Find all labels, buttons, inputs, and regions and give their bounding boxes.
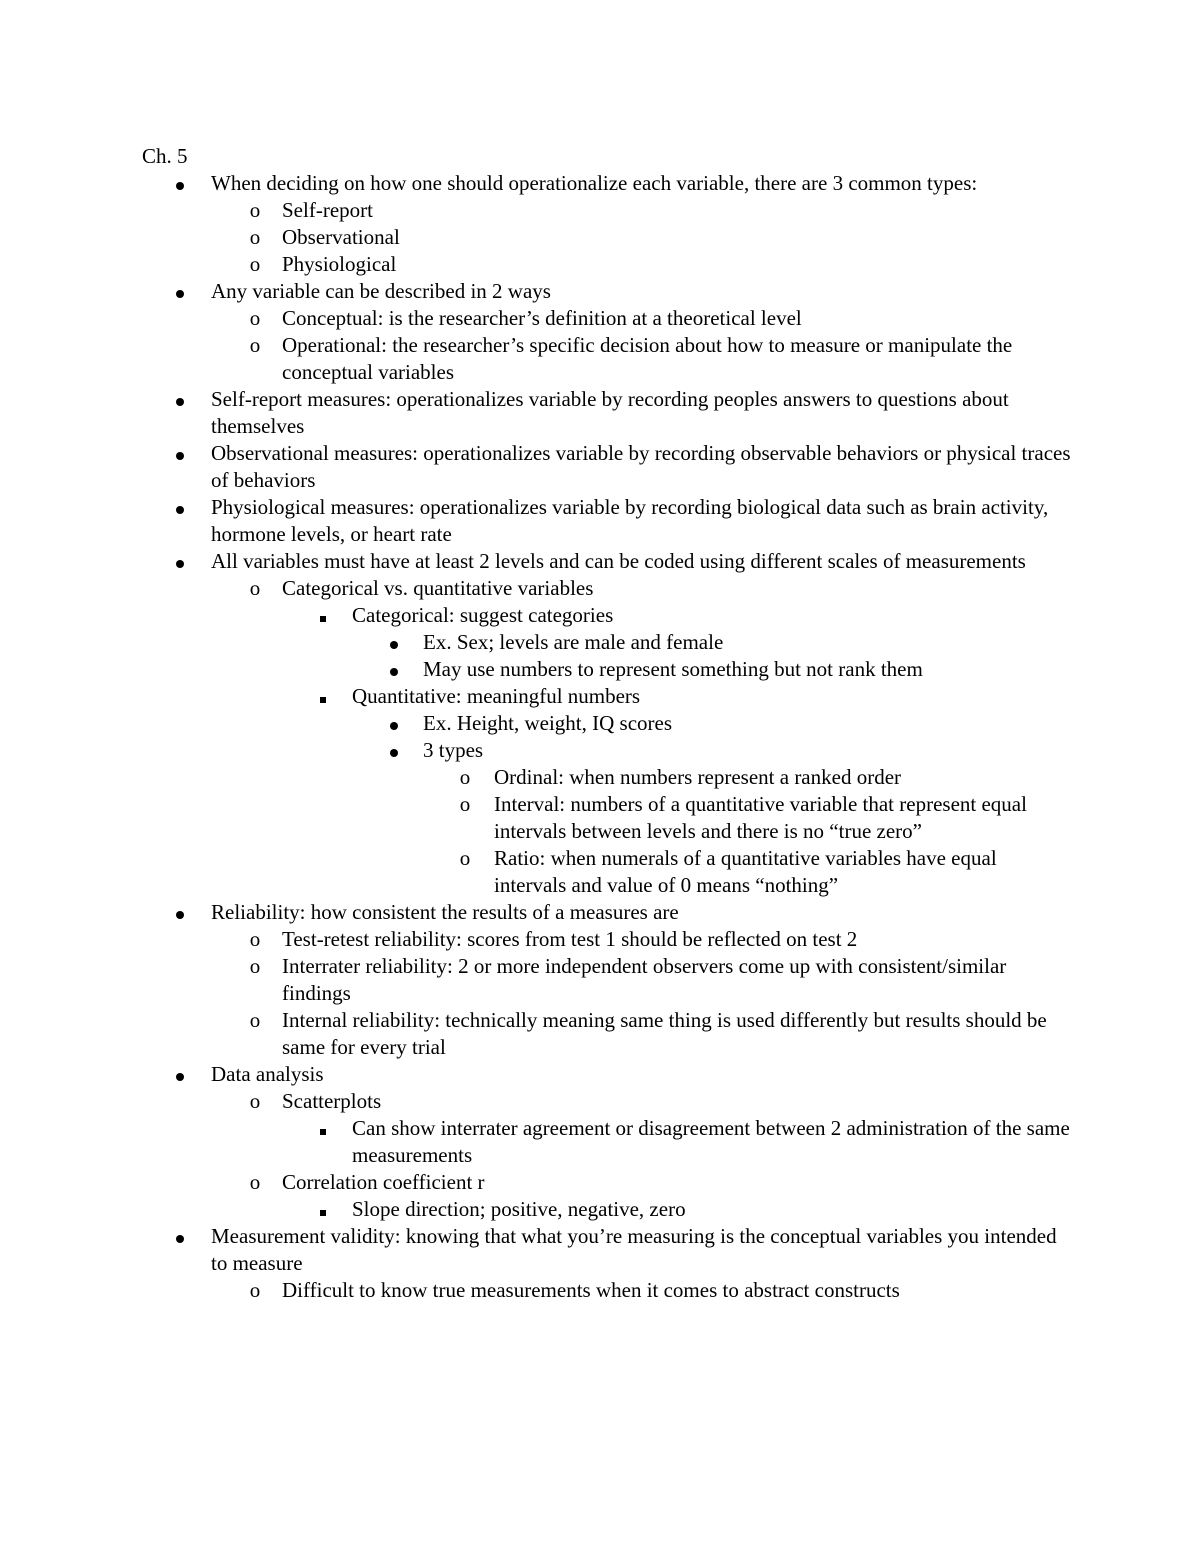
list-item-text: Reliability: how consistent the results of a measures are bbox=[211, 900, 679, 924]
list-item-text: Conceptual: is the researcher’s definition at a theoretical level bbox=[282, 306, 802, 330]
list-item-level-3 bbox=[0, 1115, 1200, 1169]
bullet-icon bbox=[313, 602, 333, 629]
bullet-icon: o bbox=[249, 576, 261, 600]
list-item-text: Data analysis bbox=[211, 1062, 324, 1086]
notes-list bbox=[0, 170, 1200, 1304]
list-item-text: Physiological bbox=[282, 252, 397, 276]
bullet-icon: o bbox=[249, 225, 261, 249]
bullet-icon bbox=[170, 1061, 190, 1088]
list-item-text: Any variable can be described in 2 ways bbox=[211, 279, 551, 303]
list-item-text: Observational bbox=[282, 225, 400, 249]
list-item-level-2 bbox=[0, 953, 1200, 1007]
list-item-text: Scatterplots bbox=[282, 1089, 382, 1113]
list-item-level-2 bbox=[0, 575, 1200, 602]
list-item-text: Can show interrater agreement or disagreement between 2 administration of the same measurements bbox=[352, 1116, 1070, 1167]
list-item-text: 3 types bbox=[423, 738, 484, 762]
list-item-level-5 bbox=[0, 764, 1200, 791]
list-item-text: Test-retest reliability: scores from test 1 should be reflected on test 2 bbox=[282, 927, 858, 951]
bullet-icon bbox=[170, 278, 190, 305]
list-item-level-1 bbox=[0, 1223, 1200, 1277]
list-item-text: Ex. Sex; levels are male and female bbox=[423, 630, 724, 654]
list-item-level-2 bbox=[0, 251, 1200, 278]
list-item-level-3 bbox=[0, 683, 1200, 710]
list-item-text: Measurement validity: knowing that what you’re measuring is the conceptual variables you intended to measure bbox=[211, 1224, 1057, 1275]
list-item-level-1 bbox=[0, 1061, 1200, 1088]
list-item-level-2 bbox=[0, 224, 1200, 251]
bullet-icon bbox=[313, 1196, 333, 1223]
list-item-text: Physiological measures: operationalizes variable by recording biological data such as brain activity, hormone levels, or heart rate bbox=[211, 495, 1049, 546]
bullet-icon bbox=[170, 548, 190, 575]
list-item-level-4 bbox=[0, 737, 1200, 764]
list-item-text: Categorical vs. quantitative variables bbox=[282, 576, 594, 600]
bullet-icon bbox=[313, 683, 333, 710]
list-item-level-5 bbox=[0, 791, 1200, 845]
list-item-text: Self-report bbox=[282, 198, 373, 222]
list-item-text: Ratio: when numerals of a quantitative variables have equal intervals and value of 0 means “nothing” bbox=[494, 846, 997, 897]
bullet-icon: o bbox=[459, 846, 471, 870]
list-item-level-2 bbox=[0, 1088, 1200, 1115]
list-item-level-3 bbox=[0, 1196, 1200, 1223]
list-item-level-1 bbox=[0, 386, 1200, 440]
list-item-text: Self-report measures: operationalizes variable by recording peoples answers to questions about themselves bbox=[211, 387, 1009, 438]
list-item-level-3 bbox=[0, 602, 1200, 629]
list-item-text: Ordinal: when numbers represent a ranked order bbox=[494, 765, 902, 789]
bullet-icon: o bbox=[459, 792, 471, 816]
bullet-icon: o bbox=[249, 252, 261, 276]
bullet-icon bbox=[384, 629, 404, 656]
list-item-level-1 bbox=[0, 899, 1200, 926]
list-item-text: Slope direction; positive, negative, zero bbox=[352, 1197, 686, 1221]
list-item-text: All variables must have at least 2 levels and can be coded using different scales of measurements bbox=[211, 549, 1026, 573]
bullet-icon: o bbox=[249, 198, 261, 222]
list-item-text: Interrater reliability: 2 or more independent observers come up with consistent/similar findings bbox=[282, 954, 1007, 1005]
list-item-text: Internal reliability: technically meaning same thing is used differently but results should be same for every trial bbox=[282, 1008, 1047, 1059]
bullet-icon: o bbox=[249, 1278, 261, 1302]
list-item-text: Interval: numbers of a quantitative variable that represent equal intervals between levels and there is no “true zero” bbox=[494, 792, 1027, 843]
bullet-icon: o bbox=[249, 954, 261, 978]
list-item-level-1 bbox=[0, 548, 1200, 575]
list-item-level-2 bbox=[0, 1007, 1200, 1061]
list-item-level-2 bbox=[0, 1169, 1200, 1196]
list-item-level-4 bbox=[0, 629, 1200, 656]
document-title: Ch. 5 bbox=[142, 144, 188, 168]
list-item-level-2 bbox=[0, 926, 1200, 953]
bullet-icon bbox=[384, 656, 404, 683]
bullet-icon bbox=[170, 170, 190, 197]
bullet-icon bbox=[384, 737, 404, 764]
list-item-text: Quantitative: meaningful numbers bbox=[352, 684, 641, 708]
bullet-icon: o bbox=[249, 333, 261, 357]
list-item-text: Difficult to know true measurements when it comes to abstract constructs bbox=[282, 1278, 900, 1302]
bullet-icon bbox=[170, 386, 190, 413]
list-item-text: When deciding on how one should operationalize each variable, there are 3 common types: bbox=[211, 171, 978, 195]
list-item-level-2 bbox=[0, 1277, 1200, 1304]
bullet-icon: o bbox=[459, 765, 471, 789]
list-item-level-2 bbox=[0, 197, 1200, 224]
list-item-level-2 bbox=[0, 305, 1200, 332]
bullet-icon bbox=[170, 1223, 190, 1250]
list-item-text: May use numbers to represent something but not rank them bbox=[423, 657, 923, 681]
list-item-level-5 bbox=[0, 845, 1200, 899]
list-item-level-1 bbox=[0, 170, 1200, 197]
bullet-icon: o bbox=[249, 927, 261, 951]
bullet-icon: o bbox=[249, 1170, 261, 1194]
list-item-text: Correlation coefficient r bbox=[282, 1170, 485, 1194]
list-item-level-1 bbox=[0, 278, 1200, 305]
list-item-level-1 bbox=[0, 494, 1200, 548]
bullet-icon bbox=[170, 440, 190, 467]
bullet-icon: o bbox=[249, 1089, 261, 1113]
bullet-icon bbox=[384, 710, 404, 737]
bullet-icon bbox=[313, 1115, 333, 1142]
list-item-level-2 bbox=[0, 332, 1200, 386]
bullet-icon bbox=[170, 899, 190, 926]
list-item-text: Operational: the researcher’s specific decision about how to measure or manipulate the conceptual variables bbox=[282, 333, 1013, 384]
bullet-icon bbox=[170, 494, 190, 521]
list-item-text: Categorical: suggest categories bbox=[352, 603, 614, 627]
list-item-level-1 bbox=[0, 440, 1200, 494]
bullet-icon: o bbox=[249, 1008, 261, 1032]
bullet-icon: o bbox=[249, 306, 261, 330]
list-item-level-4 bbox=[0, 656, 1200, 683]
list-item-level-4 bbox=[0, 710, 1200, 737]
list-item-text: Ex. Height, weight, IQ scores bbox=[423, 711, 673, 735]
list-item-text: Observational measures: operationalizes variable by recording observable behaviors or physical traces of behaviors bbox=[211, 441, 1071, 492]
